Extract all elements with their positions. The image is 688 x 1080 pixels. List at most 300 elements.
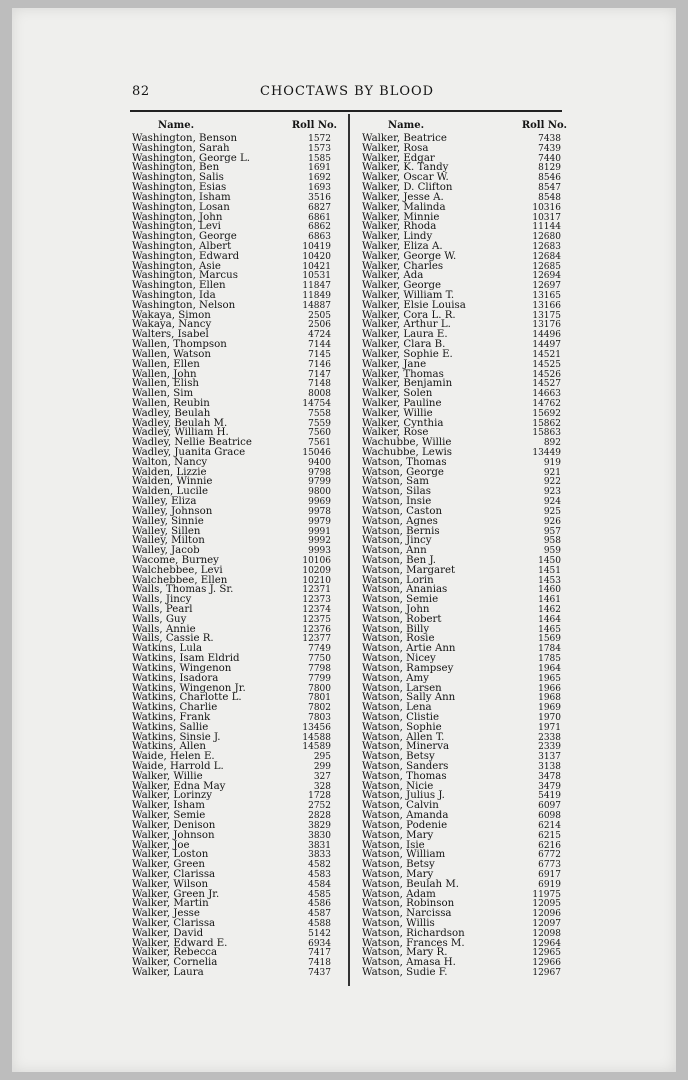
roll-number: 15862: [532, 418, 561, 429]
roll-number: 12967: [532, 968, 561, 979]
roll-number: 10419: [302, 241, 331, 252]
roll-number: 3478: [538, 771, 561, 782]
roll-number: 9400: [308, 457, 331, 468]
person-name: Waide, Harrold L.: [132, 761, 224, 772]
person-name: Watson, Margaret: [362, 564, 456, 576]
roll-number: 6863: [308, 232, 331, 243]
roll-number: 6772: [538, 850, 561, 861]
roll-number: 12095: [532, 899, 561, 910]
person-name: Walton, Nancy: [132, 456, 208, 468]
roll-number: 7418: [308, 958, 331, 969]
roll-number: 1693: [308, 183, 331, 194]
person-name: Watson, Robert: [362, 613, 442, 625]
person-name: Watson, Insie: [362, 496, 432, 508]
roll-number: 5419: [538, 791, 561, 802]
person-name: Watson, Allen T.: [362, 731, 445, 743]
roll-number: 4724: [308, 330, 331, 341]
person-name: Washington, Marcus: [132, 270, 238, 282]
person-name: Walker, Joe: [132, 839, 190, 851]
person-name: Watson, Mary: [362, 868, 434, 880]
person-name: Watson, Frances M.: [362, 937, 465, 949]
roll-number: 7798: [308, 663, 331, 674]
roll-number: 12694: [532, 271, 561, 282]
roll-header: Roll No.: [521, 120, 567, 131]
person-name: Walker, Edna May: [132, 780, 226, 792]
person-name: Watkins, Charlie: [132, 702, 218, 714]
person-name: Walls, Cassie R.: [132, 633, 214, 645]
person-name: Watson, Silas: [362, 486, 431, 498]
roll-number: 1464: [538, 614, 561, 625]
roll-number: 13166: [532, 300, 561, 311]
roll-number: 10210: [302, 575, 331, 586]
roll-number: 924: [543, 497, 561, 508]
roll-number: 1450: [538, 555, 561, 566]
person-name: Watson, Ben J.: [362, 554, 436, 566]
person-name: Watson, Semie: [362, 594, 439, 606]
person-name: Watkins, Wingenon: [132, 662, 232, 674]
roll-number: 10420: [302, 251, 331, 262]
roll-number: 12374: [302, 605, 331, 615]
person-name: Walker, Laura: [132, 967, 204, 979]
person-name: Watkins, Isam Eldrid: [132, 653, 240, 665]
roll-number: 3516: [308, 192, 331, 203]
person-name: Walls, Thomas J. Sr.: [132, 584, 234, 596]
person-name: Watson, Beulah M.: [362, 878, 460, 890]
roll-number: 1573: [308, 143, 331, 154]
header-rule: [130, 110, 562, 112]
person-name: Walker, Isham: [132, 800, 205, 812]
roll-number: 12097: [532, 919, 561, 929]
roll-number: 9799: [308, 477, 331, 488]
person-name: Watson, Thomas: [362, 456, 447, 468]
roll-number: 12376: [302, 624, 331, 635]
person-name: Walley, Johnson: [132, 505, 213, 517]
person-name: Walls, Guy: [132, 613, 187, 625]
person-name: Walley, Jacob: [132, 545, 200, 557]
person-name: Watson, Sudie F.: [362, 967, 448, 979]
roll-number: 6216: [538, 840, 561, 851]
person-name: Walden, Lizzie: [132, 466, 207, 478]
name-header: Name.: [158, 120, 195, 131]
roll-number: 295: [313, 752, 331, 763]
roll-number: 1969: [538, 703, 561, 714]
column-divider: [348, 114, 350, 986]
person-name: Walker, Martin: [132, 898, 209, 910]
person-name: Watson, William: [362, 849, 446, 861]
person-name: Walker, Clarissa: [132, 868, 216, 880]
roll-number: 1784: [538, 644, 561, 655]
left-column: [132, 120, 337, 978]
person-name: Washington, Ellen: [132, 280, 226, 292]
person-name: Walker, Rebecca: [132, 947, 218, 959]
roll-number: 14754: [302, 398, 331, 409]
person-name: Walley, Sillen: [132, 525, 201, 537]
person-name: Watson, Lena: [362, 702, 432, 714]
person-name: Wallen, Watson: [132, 348, 211, 360]
person-name: Wacome, Burney: [132, 554, 219, 566]
roll-number: 7799: [308, 673, 331, 684]
roll-number: 2339: [538, 742, 561, 753]
roll-number: 7417: [308, 948, 331, 959]
person-name: Walker, Green Jr.: [132, 888, 220, 900]
roll-number: 4587: [308, 909, 331, 920]
person-name: Watson, Narcissa: [362, 908, 452, 920]
person-name: Walker, Benjamin: [362, 378, 453, 390]
person-name: Washington, Nelson: [132, 299, 236, 311]
roll-number: 7145: [308, 349, 331, 360]
roll-number: 11144: [532, 222, 561, 233]
person-name: Watson, Rampsey: [362, 662, 454, 674]
roll-number: 13175: [532, 310, 561, 321]
roll-number: 14589: [302, 742, 331, 753]
person-name: Walker, D. Clifton: [362, 182, 453, 194]
roll-number: 10316: [532, 202, 561, 213]
roll-number: 7560: [308, 428, 331, 439]
roll-number: 7750: [308, 654, 331, 665]
roll-number: 6214: [538, 820, 561, 831]
roll-number: 7439: [538, 143, 561, 154]
person-name: Washington, Edward: [132, 250, 240, 262]
person-name: Watson, Robinson: [362, 898, 455, 910]
roll-number: 3831: [308, 840, 331, 851]
person-name: Walker, Ada: [362, 270, 424, 282]
person-name: Walker, Charles: [362, 260, 444, 272]
roll-number: 957: [543, 526, 561, 537]
person-name: Watson, Thomas: [362, 770, 447, 782]
person-name: Walker, Sophie E.: [362, 348, 453, 360]
roll-number: 9979: [308, 516, 331, 527]
person-name: Watson, Caston: [362, 505, 443, 517]
roll-number: 13165: [532, 291, 561, 301]
roll-number: 1461: [538, 595, 561, 606]
roll-number: 8008: [308, 389, 331, 400]
person-name: Watson, Adam: [362, 888, 436, 900]
person-name: Watson, Isie: [362, 839, 425, 851]
person-name: Watson, Ananias: [362, 584, 448, 596]
roll-number: 9991: [308, 526, 331, 537]
roll-number: 14525: [532, 359, 561, 370]
roll-number: 2828: [308, 811, 331, 822]
person-name: Wadley, Beulah: [132, 407, 211, 419]
roll-number: 6827: [308, 202, 331, 213]
roll-number: 12685: [532, 261, 561, 272]
roll-number: 1964: [538, 663, 561, 674]
roll-number: 7440: [538, 153, 561, 164]
person-name: Walker, Lindy: [362, 231, 433, 243]
person-name: Watson, Sam: [362, 476, 429, 488]
roll-number: 299: [313, 762, 331, 772]
roll-number: 12684: [532, 251, 561, 262]
roll-header: Roll No.: [291, 120, 337, 131]
roll-number: 922: [543, 477, 561, 488]
roll-number: 6917: [538, 869, 561, 880]
right-column: [362, 120, 567, 978]
roll-number: 14521: [532, 349, 561, 360]
person-name: Walker, Semie: [132, 810, 206, 822]
person-name: Walley, Milton: [132, 535, 205, 547]
roll-number: 925: [543, 506, 561, 517]
roll-number: 2752: [308, 801, 331, 812]
roll-number: 1572: [308, 134, 331, 144]
person-name: Walker, Johnson: [132, 829, 215, 841]
person-name: Walley, Eliza: [132, 496, 197, 508]
person-name: Walker, Loston: [132, 849, 209, 861]
person-name: Walker, Malinda: [362, 201, 446, 213]
person-name: Walls, Annie: [132, 623, 196, 635]
person-name: Walker, Jesse A.: [362, 191, 444, 203]
roll-number: 892: [543, 438, 561, 449]
roll-number: 3479: [538, 781, 561, 792]
person-name: Watson, John: [362, 604, 430, 615]
person-name: Walchebbee, Ellen: [132, 574, 228, 586]
roll-number: 7800: [308, 683, 331, 694]
person-name: Walker, Arthur L.: [362, 319, 451, 331]
roll-number: 12683: [532, 241, 561, 252]
roll-number: 7437: [308, 968, 331, 979]
person-name: Walker, Elsie Louisa: [362, 299, 466, 311]
roll-number: 9798: [308, 467, 331, 478]
person-name: Washington, Esias: [132, 182, 227, 194]
person-name: Watkins, Sinsie J.: [132, 731, 221, 743]
person-name: Watkins, Frank: [132, 711, 211, 723]
person-name: Watkins, Lula: [132, 643, 203, 655]
roll-number: 1968: [538, 693, 561, 704]
roll-number: 13176: [532, 320, 561, 331]
roll-number: 9978: [308, 506, 331, 517]
roll-number: 8129: [538, 163, 561, 174]
person-name: Wallen, Ellen: [132, 358, 200, 370]
roll-number: 7803: [308, 712, 331, 723]
person-name: Walker, Thomas: [362, 368, 444, 380]
person-name: Washington, Asie: [132, 260, 221, 272]
roll-number: 11849: [302, 291, 331, 301]
person-name: Watkins, Isadora: [132, 672, 219, 684]
person-name: Watson, Podenie: [362, 819, 448, 831]
page-title: CHOCTAWS BY BLOOD: [260, 84, 435, 99]
roll-number: 7147: [308, 369, 331, 380]
roll-number: 7749: [308, 644, 331, 655]
roll-number: 4582: [308, 860, 331, 871]
roll-number: 1692: [308, 173, 331, 184]
person-name: Walker, K. Tandy: [362, 162, 449, 174]
roll-number: 6919: [538, 879, 561, 890]
person-name: Walker, Edgar: [362, 152, 435, 164]
person-name: Watson, Lorin: [362, 574, 434, 586]
roll-number: 4588: [308, 919, 331, 929]
person-name: Walls, Jincy: [132, 594, 192, 606]
roll-number: 12096: [532, 909, 561, 920]
person-name: Watson, Betsy: [362, 859, 435, 871]
roll-number: 1462: [538, 605, 561, 615]
person-name: Washington, Albert: [132, 240, 232, 252]
person-name: Watson, Clistie: [362, 711, 440, 723]
person-name: Watson, Artie Ann: [362, 643, 456, 655]
person-name: Walker, Willie: [362, 407, 433, 419]
person-name: Watson, Willis: [362, 918, 435, 929]
person-name: Watson, Minerva: [362, 741, 450, 753]
person-name: Walker, Cornelia: [132, 957, 218, 969]
person-name: Washington, Sarah: [132, 142, 230, 154]
column-header: [132, 120, 337, 134]
roll-number: 6215: [538, 830, 561, 841]
roll-number: 10317: [532, 212, 561, 223]
roll-list: [132, 134, 337, 978]
roll-number: 4586: [308, 899, 331, 910]
person-name: Walker, George: [362, 280, 442, 292]
roll-number: 7801: [308, 693, 331, 704]
roll-number: 4585: [308, 889, 331, 900]
person-name: Wakaya, Simon: [132, 309, 211, 321]
person-name: Watson, Agnes: [362, 515, 438, 527]
person-name: Watkins, Allen: [132, 741, 206, 753]
roll-number: 958: [543, 536, 561, 547]
person-name: Wadley, Beulah M.: [132, 417, 228, 429]
roll-number: 12964: [532, 938, 561, 949]
roll-number: 7144: [308, 340, 331, 351]
person-name: Watson, Richardson: [362, 927, 465, 939]
person-name: Walker, Lorinzy: [132, 790, 213, 802]
roll-number: 1970: [538, 712, 561, 723]
roll-number: 1569: [538, 634, 561, 645]
person-name: Walker, Jesse: [132, 908, 200, 920]
person-name: Walker, Cynthia: [362, 417, 444, 429]
person-name: Walker, Cora L. R.: [362, 309, 456, 321]
roll-number: 921: [543, 467, 561, 478]
roll-number: 7148: [308, 379, 331, 390]
person-name: Watson, Betsy: [362, 751, 435, 763]
roll-number: 9800: [308, 487, 331, 498]
person-name: Walker, Green: [132, 859, 205, 871]
roll-number: 6861: [308, 212, 331, 223]
person-name: Watson, Mary: [362, 829, 434, 841]
person-name: Walker, Willie: [132, 770, 203, 782]
person-name: Watson, Mary R.: [362, 947, 448, 959]
person-name: Watson, Sally Ann: [362, 692, 456, 704]
roll-number: 14887: [302, 300, 331, 311]
page-header: [132, 84, 562, 104]
person-name: Washington, Losan: [132, 201, 230, 213]
roll-number: 10421: [302, 261, 331, 272]
person-name: Wallen, Sim: [132, 388, 194, 400]
person-name: Wadley, William H.: [132, 427, 229, 439]
roll-number: 12373: [302, 595, 331, 606]
person-name: Walden, Winnie: [132, 476, 213, 488]
roll-number: 327: [313, 771, 331, 782]
roll-number: 13449: [532, 448, 561, 458]
person-name: Walker, Minnie: [362, 211, 440, 223]
person-name: Walker, Clara B.: [362, 339, 446, 351]
roll-number: 12965: [532, 948, 561, 959]
roll-number: 6097: [538, 801, 561, 812]
person-name: Watson, Amy: [362, 672, 429, 684]
person-name: Wallen, Elish: [132, 378, 199, 390]
document-page: [12, 8, 676, 1072]
roll-number: 8547: [538, 183, 561, 194]
roll-number: 1728: [308, 791, 331, 802]
roll-number: 8546: [538, 173, 561, 184]
roll-number: 9993: [308, 546, 331, 557]
roll-number: 919: [543, 457, 561, 468]
roll-number: 12377: [302, 634, 331, 645]
roll-number: 11847: [302, 281, 331, 292]
roll-number: 959: [543, 546, 561, 557]
person-name: Watson, Nicey: [362, 653, 436, 665]
roll-number: 1966: [538, 683, 561, 694]
roll-number: 1585: [308, 153, 331, 164]
roll-number: 2506: [308, 320, 331, 331]
roll-number: 6773: [538, 860, 561, 871]
person-name: Walker, Oscar W.: [362, 172, 449, 184]
roll-number: 1465: [538, 624, 561, 635]
roll-number: 15863: [532, 428, 561, 439]
roll-number: 3830: [308, 830, 331, 841]
person-name: Wallen, Reubin: [132, 397, 210, 409]
roll-number: 12375: [302, 614, 331, 625]
person-name: Washington, Levi: [132, 221, 221, 233]
person-name: Walker, Pauline: [362, 397, 442, 409]
roll-number: 1451: [538, 565, 561, 576]
roll-number: 14496: [532, 330, 561, 341]
person-name: Walden, Lucile: [132, 486, 209, 498]
person-name: Walker, Wilson: [132, 878, 209, 890]
person-name: Waide, Helen E.: [132, 751, 215, 763]
person-name: Walker, Laura E.: [362, 329, 448, 341]
roll-number: 12697: [532, 281, 561, 292]
person-name: Walker, Rose: [362, 427, 429, 439]
roll-number: 9992: [308, 536, 331, 547]
roll-number: 923: [543, 487, 561, 498]
person-name: Walker, Rosa: [362, 142, 429, 154]
person-name: Watkins, Sallie: [132, 721, 209, 733]
person-name: Walker, David: [132, 927, 204, 939]
person-name: Walker, Jane: [362, 358, 427, 370]
roll-number: 2505: [308, 310, 331, 321]
person-name: Washington, Benson: [132, 133, 238, 144]
person-name: Washington, Isham: [132, 191, 231, 203]
person-name: Walker, Clarissa: [132, 918, 216, 929]
roll-number: 14663: [532, 389, 561, 400]
roll-number: 328: [313, 781, 331, 792]
person-name: Walker, Beatrice: [362, 133, 447, 144]
person-name: Watson, Sophie: [362, 721, 442, 733]
column-header: [362, 120, 567, 134]
roll-number: 6862: [308, 222, 331, 233]
roll-number: 7561: [308, 438, 331, 449]
person-name: Wallen, Thompson: [132, 339, 227, 351]
person-name: Watson, Nicie: [362, 780, 434, 792]
person-name: Watson, Julius J.: [362, 790, 445, 802]
person-name: Wallen, John: [132, 368, 197, 380]
person-name: Walchebbee, Levi: [132, 564, 223, 576]
roll-number: 12098: [532, 928, 561, 939]
roll-number: 2338: [538, 732, 561, 743]
person-name: Walker, Rhoda: [362, 221, 437, 233]
roll-number: 926: [543, 516, 561, 527]
person-name: Walker, Edward E.: [132, 937, 228, 949]
roll-number: 1453: [538, 575, 561, 586]
person-name: Watson, Billy: [362, 623, 430, 635]
roll-number: 5142: [308, 928, 331, 939]
person-name: Washington, Salis: [132, 172, 224, 184]
roll-number: 14497: [532, 340, 561, 351]
person-name: Watson, Bernis: [362, 525, 440, 537]
roll-list: [362, 134, 567, 978]
roll-number: 14762: [532, 398, 561, 409]
person-name: Watson, Jincy: [362, 535, 432, 547]
person-name: Watson, Calvin: [362, 800, 439, 812]
person-name: Walley, Sinnie: [132, 515, 204, 527]
roll-number: 13456: [302, 722, 331, 733]
